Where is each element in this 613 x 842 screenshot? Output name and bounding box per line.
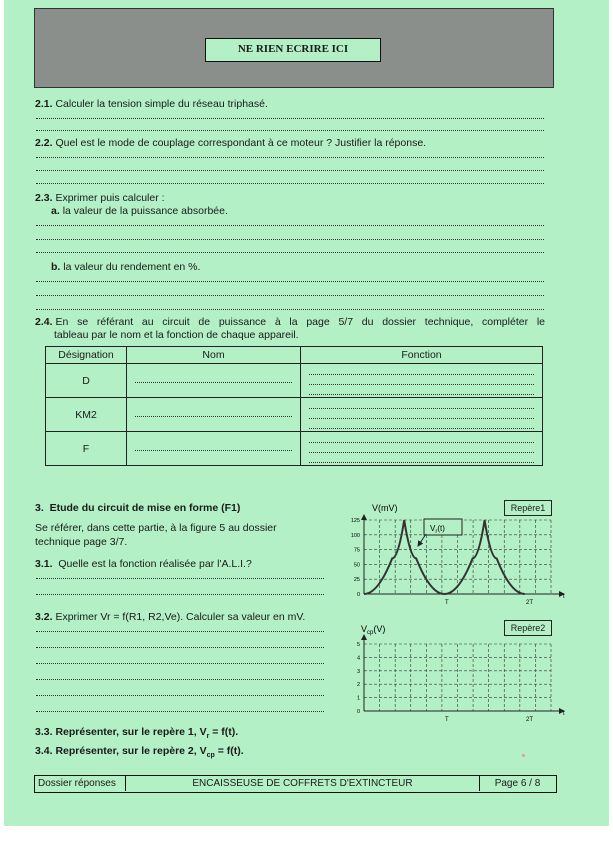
section-title-text: Etude du circuit de mise en forme (F1) <box>49 502 241 514</box>
answer-line[interactable] <box>36 281 544 282</box>
answer-line[interactable] <box>36 711 324 712</box>
do-not-write-area <box>34 8 554 88</box>
answer-line[interactable] <box>36 183 544 184</box>
footer-center: ENCAISSEUSE DE COFFRETS D'EXTINCTEUR <box>125 776 479 791</box>
question-text: Exprimer Vr = f(R1, R2,Ve). Calculer sa valeur en mV. <box>55 611 306 623</box>
answer-line[interactable] <box>36 118 544 119</box>
page-footer <box>34 775 557 793</box>
chart2-ytick-label: 5 <box>356 642 360 648</box>
question-number: 2.4. <box>35 316 53 328</box>
question-3-4 <box>35 745 244 759</box>
question-number: 2.2. <box>35 137 53 149</box>
question-2-3-a <box>51 205 228 217</box>
chart1-ytick-label: 25 <box>353 577 360 584</box>
question-text-line2: tableau par le nom et la fonction de chaque appareil. <box>54 329 299 341</box>
chart1-yticks <box>351 518 360 598</box>
answer-line[interactable] <box>36 578 324 579</box>
question-number: 2.1. <box>35 98 53 110</box>
answer-line[interactable] <box>36 239 544 240</box>
chart2-t-label: t <box>563 711 565 717</box>
question-3-1 <box>35 558 252 570</box>
question-text: Quel est le mode de couplage correspondant à ce moteur ? Justifier la réponse. <box>55 137 427 149</box>
function-cell[interactable] <box>301 432 543 466</box>
chart2-ytick-label: 4 <box>356 655 360 662</box>
chart1-label-arrow <box>418 534 426 546</box>
question-text: Exprimer puis calculer : <box>55 192 165 204</box>
question-text: Représenter, sur le repère 2, V <box>55 745 207 757</box>
answer-line[interactable] <box>36 309 544 310</box>
question-text: Quelle est la fonction réalisée par l'A.L.I.? <box>58 558 252 570</box>
chart2-ytick-label: 2 <box>356 682 360 689</box>
column-header: Nom <box>127 347 301 364</box>
subscript: r <box>206 733 210 741</box>
section-intro-line1: Se référer, dans cette partie, à la figure 5 au dossier <box>35 522 277 534</box>
sub-question-letter: b. <box>51 261 61 273</box>
question-2-3 <box>35 192 165 204</box>
question-number: 3.4. <box>35 745 53 757</box>
table-row <box>46 432 543 466</box>
chart1-ytick-label: 100 <box>350 532 360 539</box>
chart1-ytick-label: 125 <box>350 518 360 524</box>
name-cell[interactable] <box>127 432 301 466</box>
chart1-curve-label: $V_r(t)$ <box>430 524 445 535</box>
question-2-1 <box>35 98 268 110</box>
do-not-write-title: NE RIEN ECRIRE ICI <box>205 38 381 62</box>
question-text: Calculer la tension simple du réseau triphasé. <box>55 98 268 110</box>
chart2-ytick-label: 1 <box>356 695 360 702</box>
question-number: 2.3. <box>35 192 53 204</box>
designation-cell: KM2 <box>46 398 127 432</box>
name-cell[interactable] <box>127 364 301 398</box>
sub-question-text: la valeur de la puissance absorbée. <box>62 205 228 217</box>
chart1-vr <box>339 500 569 610</box>
answer-line[interactable] <box>36 130 544 131</box>
table-header-row <box>46 347 543 364</box>
chart2-box-label: Repère2 <box>504 620 552 636</box>
question-number: 3.1. <box>35 558 53 570</box>
column-header: Fonction <box>301 347 543 364</box>
answer-line[interactable] <box>36 594 324 595</box>
question-3-2 <box>35 611 305 623</box>
chart2-grid <box>364 644 551 711</box>
stain-mark <box>522 754 525 757</box>
question-number: 3.3. <box>35 726 53 738</box>
footer-right: Page 6 / 8 <box>479 776 555 791</box>
question-2-4 <box>35 316 545 328</box>
column-header: Désignation <box>46 347 127 364</box>
chart1-ylabel: V(mV) <box>372 503 398 513</box>
chart2-ylabel: $V_{cp}(V)$ <box>361 624 386 636</box>
table-row <box>46 398 543 432</box>
name-cell[interactable] <box>127 398 301 432</box>
equipment-table <box>45 346 543 466</box>
answer-line[interactable] <box>36 695 324 696</box>
sub-question-letter: a. <box>51 205 60 217</box>
answer-line[interactable] <box>36 157 544 158</box>
question-text-end: = f(t). <box>214 745 244 757</box>
chart1-box-label: Repère1 <box>504 500 552 516</box>
answer-sheet <box>4 0 609 826</box>
chart2-xtick-T: T <box>445 717 449 723</box>
designation-cell: D <box>46 364 127 398</box>
question-2-3-b <box>51 261 200 273</box>
sub-question-text: la valeur du rendement en %. <box>63 261 201 273</box>
designation-cell: F <box>46 432 127 466</box>
question-number: 3.2. <box>35 611 53 623</box>
answer-line[interactable] <box>36 170 544 171</box>
chart1-ytick-label: 50 <box>353 562 360 569</box>
answer-line[interactable] <box>36 252 544 253</box>
answer-line[interactable] <box>36 225 544 226</box>
chart2-vcp <box>339 620 569 730</box>
chart2-ytick-label: 3 <box>356 668 360 675</box>
section-3-title <box>35 502 240 514</box>
function-cell[interactable] <box>301 364 543 398</box>
chart1-ytick-label: 0 <box>356 592 360 598</box>
answer-line[interactable] <box>36 647 324 648</box>
chart2-xtick-2T: 2T <box>526 717 534 723</box>
section-number: 3. <box>35 502 44 514</box>
answer-line[interactable] <box>36 679 324 680</box>
chart1-ytick-label: 75 <box>353 547 360 554</box>
footer-left: Dossier réponses <box>38 778 116 789</box>
chart1-t-label: t <box>563 594 565 600</box>
answer-line[interactable] <box>36 663 324 664</box>
chart2-yticks <box>357 642 360 715</box>
chart2-ytick-label: 0 <box>356 709 360 715</box>
table-row <box>46 364 543 398</box>
question-text: Représenter, sur le repère 1, V <box>55 726 207 738</box>
chart1-xtick-T: T <box>445 600 449 606</box>
question-3-3 <box>35 726 238 740</box>
question-text-end: = f(t). <box>209 726 239 738</box>
function-cell[interactable] <box>301 398 543 432</box>
chart1-xtick-2T: 2T <box>526 600 534 606</box>
question-2-2 <box>35 137 426 149</box>
answer-line[interactable] <box>36 295 544 296</box>
subscript: cp <box>206 752 215 760</box>
answer-line[interactable] <box>36 631 324 632</box>
section-intro-line2: technique page 3/7. <box>35 536 128 548</box>
question-text-line1: En se référant au circuit de puissance à la page 5/7 du dossier technique, compléter le <box>55 316 545 328</box>
